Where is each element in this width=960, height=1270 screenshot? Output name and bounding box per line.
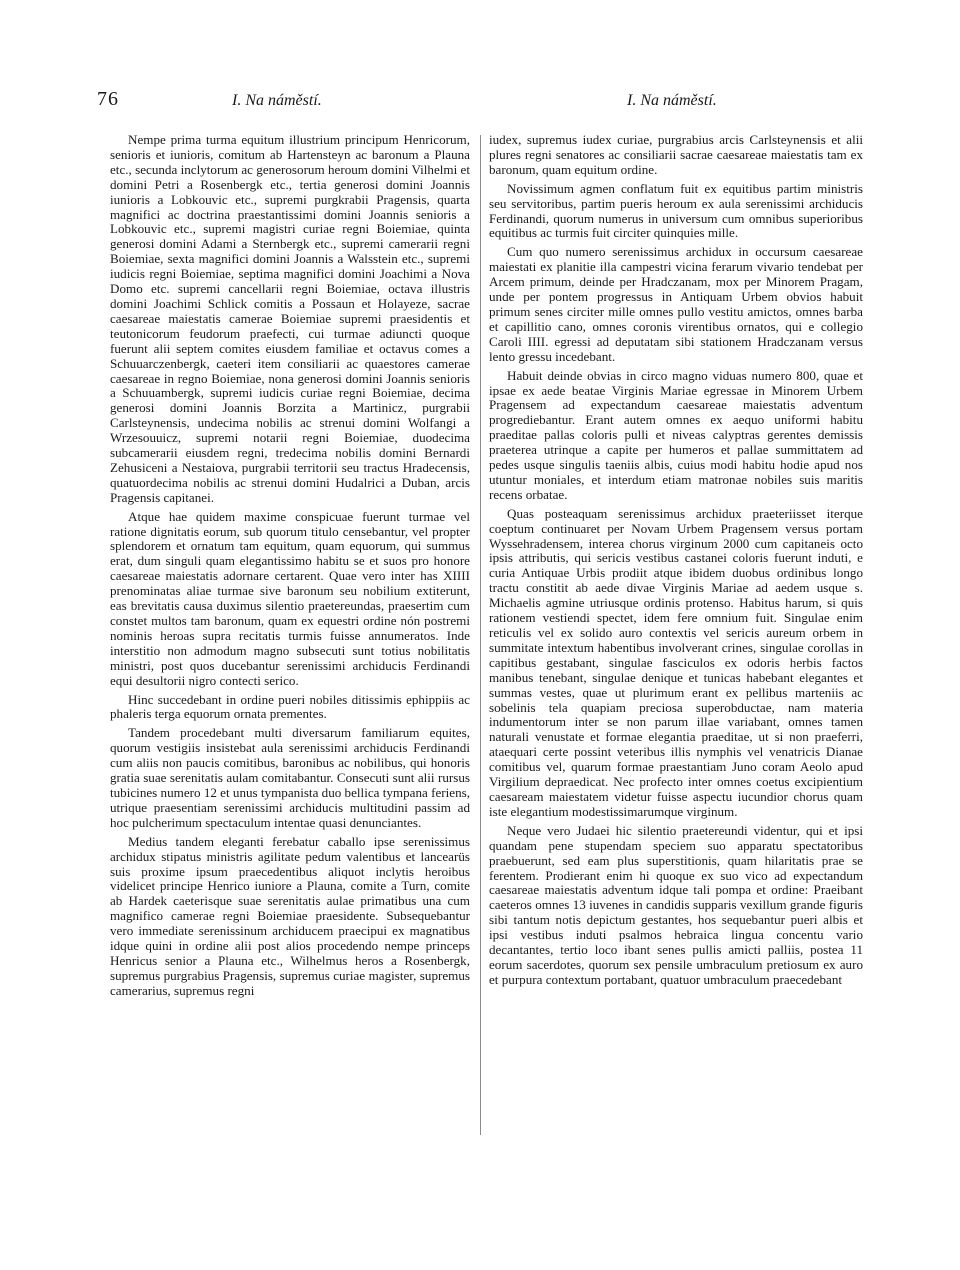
left-text-column	[110, 133, 470, 1003]
page-header	[0, 88, 960, 118]
paragraph: Atque hae quidem maxime conspicuae fuerunt turmae vel ratione dignitatis eorum, sub quorum titulo censebantur, vel propter splendorem et ornatum tam equitum, quam equorum, qui summus erat, dum singuli quam elegantissimo habitu se et suos pro honore caesareae maiestatis adornare certarent. Quae vero inter has XIIII prenominatas aliae turmae sive baronum seu nobilium extiterunt, eas brevitatis causa duximus silentio praetereundas, praesertim cum constet multos tam baronum, quam ex equestri ordine nón postremi nominis heroas supra recitatis turmis fuisse annumeratos. Inde interstitio non admodum magno subsecuti sunt totius nobilitatis ministri, post quos ducebantur serenissimi archiducis Ferdinandi equi desultorii nigro contecti serico.	[110, 508, 470, 688]
right-text-column	[489, 133, 863, 992]
running-head-left: I. Na náměstí.	[232, 92, 322, 109]
paragraph: Nempe prima turma equitum illustrium principum Henricorum, senioris et iunioris, comitum ab Hartensteyn ac baronum a Plauna etc., secunda inclytorum ac generosorum heroum domini Vilhelmi et domini Petri a Rosenbergk etc., tertia generosi domini Joannis iunioris a Lobkouvic etc., supremi purgkrabii Pragensis, quarta magnifici ac doctrina praestantissimi domini Joannis senioris a Lobkouvic etc., supremi magistri curiae regni Boiemiae, quinta generosi domini Adami a Sternbergk etc., supremi camerarii regni Boiemiae, sexta magnifici domini Joannis a Walsstein etc., supremi iudicis regni Boiemiae, septima magnifici domini Joachimi a Nova Domo etc. supremi cancellarii regni Boiemiae, octava illustris domini Joachimi Schlick comitis a Possaun et Holayeze, sacrae caesareae maiestatis camerae Boiemiae supremi praesidentis et teutonicorum feudorum praefecti, cui turmae adiuncti quoque fuerunt alii septem comites eiusdem familiae et octavus comes a Schuuarczenbergk, caeteri item consiliarii ac quaestores camerae caesareae in regno Boiemiae, nona generosi domini Joannis senioris a Schuuambergk, supremi iudicis curiae regni Boiemiae, decima generosi domini Joannis Borzita a Martinicz, purgrabii Carlsteynensis, undecima nobilis ac strenui domini Wolfangi a Wrzesouuicz, supremi notarii regni Boiemiae, duodecima subcamerarii eiusdem regni, tredecima nobilis domini Bernardi Zehusiceni a Nestaiova, purgrabii territorii seu tractus Hradecensis, quatuordecima nobilis ac strenui domini Hudalrici a Duban, arcis Pragensis capitanei.	[110, 132, 470, 505]
paragraph-continuation: iudex, supremus iudex curiae, purgrabius arcis Carlsteynensis et alii plures regni senatores ac consiliarii sacrae caesareae maiestatis tam ex baronum, quam equitum ordine.	[489, 132, 863, 177]
paragraph: Habuit deinde obvias in circo magno viduas numero 800, quae et ipsae ex aede beatae Virginis Mariae egressae in Minorem Urbem Pragensem ad expectandum caesareae maiestatis adventum progrediebantur. Erant autem omnes ex aequo uniformi habitu praeditae pallas coloris pulli et niveas calyptras gerentes demissis praeterea utrinque a capite per humeros et pallae summittatem ad pedes usque singulis taeniis albis, cuius modi habitu hodie apud nos utuntur moniales, et interdum etiam matronae nobiles suis maritis recens orbatae.	[489, 367, 863, 502]
page-number: 76	[97, 88, 119, 110]
column-divider	[480, 135, 481, 1135]
paragraph: Novissimum agmen conflatum fuit ex equitibus partim ministris seu servitoribus, partim pueris heroum ex aula serenissimi archiducis Ferdinandi, quorum numerus in universum cum omnibus superioribus equitibus ac turmis fuit circiter quinquies mille.	[489, 180, 863, 241]
running-head-right: I. Na náměstí.	[627, 92, 717, 109]
paragraph: Hinc succedebant in ordine pueri nobiles ditissimis ephippiis ac phaleris terga equorum ornata prementes.	[110, 691, 470, 722]
paragraph: Tandem procedebant multi diversarum familiarum equites, quorum vestigiis insistebat aula serenissimi archiducis Ferdinandi cum aliis non paucis comitibus, baronibus ac nobilibus, qui honoris gratia suae serenitatis aulam comitabantur. Consecuti sunt alii rursus tubicines numero 12 et unus tympanista duo bellica tympana feriens, utrique praesentiam serenissimi archiducis multitudini passim ad hoc pulcherimum spectaculum intentae quasi denunciantes.	[110, 725, 470, 830]
paragraph: Medius tandem eleganti ferebatur caballo ipse serenissimus archidux stipatus ministris agilitate pedum valentibus et lancearüs suis proxime ipsum praecedentibus aliquot inclytis heroibus videlicet principe Henrico iuniore a Plauna, comite a Turn, comite ab Hardek caeterisque suae serenitatis aulae primatibus una cum magnifico camerae regni Boiemiae praesidente. Subsequebantur vero immediate serenissinum archiducem praecipui ex magnatibus idque quini in ordine alii post alios procedendo nempe princeps Henricus senior a Plauna etc., Wilhelmus heros a Rosenbergk, supremus purgrabius Pragensis, supremus curiae magister, supremus camerarius, supremus regni	[110, 833, 470, 998]
paragraph: Neque vero Judaei hic silentio praetereundi videntur, qui et ipsi quandam pene stupendam speciem suo apparatu spectatoribus praebuerunt, sed eam plus superstitionis, quam hilaritatis prae se ferentem. Prodierant enim hi quoque ex suo vico ad expectandum caesareae maiestatis adventum idque tali pompa et ordine: Praeibant caeteros omnes 13 iuvenes in candidis supparis vexillum grande figuris sibi tantum notis depictum gestantes, hos sequebantur pueri albis et ipsi vestibus induti psalmos hebraica lingua concentu vario decantantes, tertio loco ibant senes pullis amicti palliis, postea 11 eorum sacerdotes, quorum sex pensile umbraculum pretiosum ex auro et purpura contextum portabant, quatuor umbraculum praecedebant	[489, 822, 863, 987]
paragraph: Quas posteaquam serenissimus archidux praeteriisset iterque coeptum continuaret per Novam Urbem Pragensem versus portam Wyssehradensem, interea chorus virginum 2000 cum capitaneis octo ipsis attributis, qui sericis vestibus castanei coloris fuerunt induti, e curia Antiquae Urbis prodiit atque ibidem duobus ordinibus longo tractu constitit ab aede divae Virginis Mariae ad aedem usque s. Michaelis agmine utriusque ordinis protenso. Habitus harum, si quis rationem vestiendi spectet, idem fere omnium fuit. Singulae enim reticulis vel ex solido auro contextis vel sericis aureum orbem in summitate intextum habentibus involverant crines, singulae corollas in capitibus gestabant, singulae fasciculos ex odoris herbis factos manibus tenebant, singulae denique et tunicas habebant elegantes et summas vestes, quae ut plurimum erant ex pellibus marteniis ac sobelinis tela quapiam preciosa superobductae, nam materia indumentorum inter se non parum illae variabant, omnes tamen naturali venustate et formae elegantia praeditae, ut si non praeferri, ataequari certe possint veteribus illis nymphis vel venatricis Dianae comitibus vel, quarum formae praestantiam Juno coram Aeolo apud Virgilium depraedicat. Nec profecto inter omnes coetus excipientium caesaream maiestatem videtur fuisse aspectu iucundior chorus quam iste elegantium modestissimarumque virginum.	[489, 505, 863, 819]
paragraph: Cum quo numero serenissimus archidux in occursum caesareae maiestati ex planitie illa campestri vicina ferarum vivario tendebat per Arcem primum, deinde per Hradczanam, mox per Minorem Pragam, unde per pontem progressus in Antiquam Urbem obvios habuit primum senes circiter mille omnes pullo vestitu amictos, omnes barba et capillitio cano, omnes coronis virentibus ornatos, qui e collegio Caroli IIII. egressi ad deputatam sibi stationem Hradczanam versus lento gressu incedebant.	[489, 244, 863, 364]
